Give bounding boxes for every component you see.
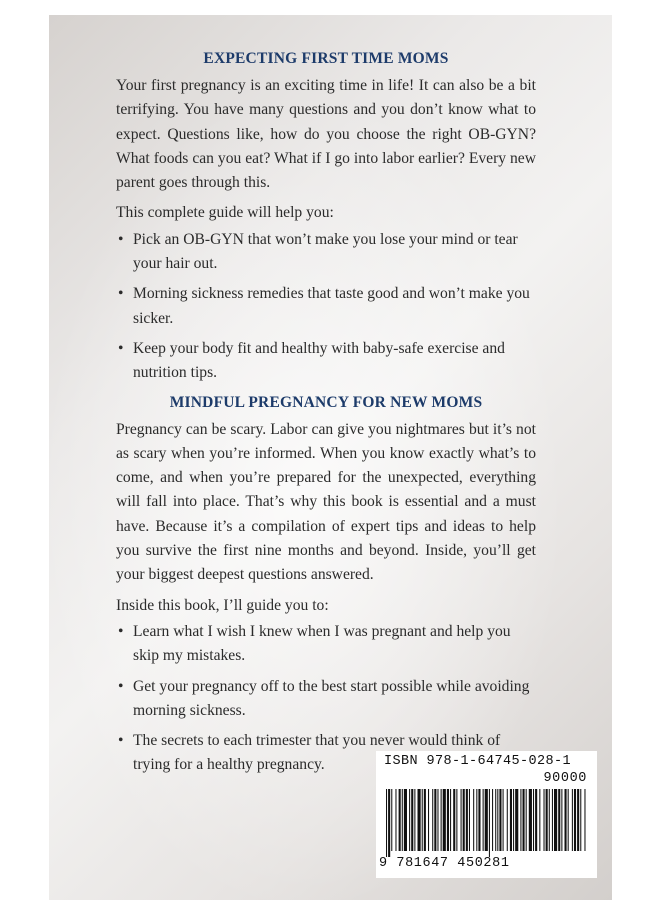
barcode-bar bbox=[424, 789, 426, 851]
barcode-bar bbox=[418, 789, 421, 851]
barcode-bar bbox=[561, 789, 562, 851]
barcode-bar bbox=[554, 789, 557, 851]
barcode-bar bbox=[507, 789, 508, 851]
bullet-glyph: • bbox=[118, 677, 124, 695]
barcode-bar bbox=[432, 789, 433, 851]
list-item: • Pick an OB-GYN that won’t make you lose your mind or tear your hair out. bbox=[116, 228, 536, 277]
isbn-barcode bbox=[376, 751, 597, 878]
barcode-bar bbox=[580, 789, 581, 851]
barcode-bar bbox=[463, 789, 465, 851]
barcode-bar bbox=[497, 789, 498, 851]
barcode-bar bbox=[495, 789, 496, 851]
barcode-bar bbox=[526, 789, 527, 851]
barcode-bar bbox=[395, 789, 396, 851]
section-title-expecting: EXPECTING FIRST TIME MOMS bbox=[203, 50, 449, 67]
barcode-bar bbox=[574, 789, 576, 851]
section-title-mindful: MINDFUL PREGNANCY FOR NEW MOMS bbox=[169, 393, 483, 411]
price-code: 90000 bbox=[543, 771, 587, 786]
barcode-bar bbox=[473, 789, 474, 851]
barcode-bar bbox=[386, 789, 387, 857]
barcode-bar bbox=[391, 789, 392, 851]
barcode-bar bbox=[577, 789, 579, 851]
barcode-bars bbox=[386, 789, 587, 857]
bullet-list-expecting bbox=[116, 228, 536, 386]
barcode-bar bbox=[437, 789, 438, 851]
section-intro-mindful: Pregnancy can be scary. Labor can give you nightmares but it’s not as scary when you’re informed. When you know exactly what’s to come, and when you’re prepared for the unexpected, everything will fall into place. That’s why this book is essential and a must have. Because it’s a compilation of expert tips and ideas to help you survive the first nine months and beyond. Inside, you’ll get your biggest deepest questions answered. bbox=[116, 420, 536, 584]
barcode-bar bbox=[515, 789, 518, 851]
barcode-bar bbox=[535, 789, 537, 851]
barcode-bar bbox=[529, 789, 532, 851]
barcode-bar bbox=[513, 789, 514, 851]
barcode-bar bbox=[492, 789, 493, 851]
barcode-bar bbox=[539, 789, 540, 851]
barcode-bar bbox=[489, 789, 490, 857]
book-back-cover bbox=[49, 15, 612, 900]
barcode-bar bbox=[549, 789, 550, 851]
bullet-glyph: • bbox=[118, 285, 124, 303]
barcode-digits: 9 781647 450281 bbox=[379, 856, 510, 871]
list-item: • Morning sickness remedies that taste good and won’t make you sicker. bbox=[116, 282, 536, 331]
barcode-bar bbox=[544, 789, 545, 851]
barcode-bar bbox=[572, 789, 573, 851]
barcode-bar bbox=[520, 789, 521, 851]
list-item: • The secrets to each trimester that you never would think of trying for a healthy pregnancy. bbox=[116, 729, 536, 778]
barcode-bar bbox=[469, 789, 470, 851]
list-item: • Learn what I wish I knew when I was pregnant and help you skip my mistakes. bbox=[116, 620, 536, 669]
barcode-bar bbox=[422, 789, 423, 851]
barcode-bar bbox=[441, 789, 442, 851]
barcode-bar bbox=[461, 789, 462, 851]
barcode-bar bbox=[565, 789, 567, 851]
barcode-bar bbox=[552, 789, 553, 851]
barcode-bar bbox=[476, 789, 477, 851]
barcode-bar bbox=[584, 789, 585, 851]
bullet-glyph: • bbox=[118, 732, 124, 750]
barcode-bar bbox=[499, 789, 501, 851]
barcode-bar bbox=[411, 789, 413, 851]
barcode-bar bbox=[414, 789, 415, 851]
barcode-bar bbox=[533, 789, 534, 851]
barcode-bar bbox=[456, 789, 457, 851]
barcode-bar bbox=[453, 789, 455, 851]
barcode-bar bbox=[450, 789, 451, 851]
barcode-bar bbox=[434, 789, 436, 851]
barcode-bar bbox=[409, 789, 410, 851]
barcode-bar bbox=[510, 789, 512, 851]
barcode-bar bbox=[503, 789, 504, 851]
barcode-bar bbox=[485, 789, 488, 851]
cover-text-block bbox=[116, 48, 536, 784]
barcode-bar bbox=[399, 789, 401, 851]
barcode-bar bbox=[483, 789, 484, 851]
list-item: • Keep your body fit and healthy with baby-safe exercise and nutrition tips. bbox=[116, 337, 536, 386]
bullet-glyph: • bbox=[118, 230, 124, 248]
section-intro-expecting: Your first pregnancy is an exciting time in life! It can also be a bit terrifying. You have many questions and you don’t know what to expect. Questions like, how do you choose the right OB-GYN? What foods can you eat? What if I go into labor earlier? Every new parent goes through this. bbox=[116, 77, 536, 192]
section-lead-mindful: Inside this book, I’ll guide you to: bbox=[116, 596, 329, 614]
isbn-label: ISBN 978-1-64745-028-1 bbox=[384, 754, 572, 769]
barcode-bar bbox=[466, 789, 468, 851]
section-lead-expecting: This complete guide will help you: bbox=[116, 204, 334, 222]
barcode-bar bbox=[443, 789, 446, 851]
barcode-bar bbox=[428, 789, 429, 851]
barcode-bar bbox=[568, 789, 569, 851]
barcode-bar bbox=[388, 789, 390, 857]
barcode-bar bbox=[546, 789, 548, 851]
bullet-glyph: • bbox=[118, 339, 124, 357]
barcode-bar bbox=[404, 789, 407, 851]
barcode-bar bbox=[478, 789, 480, 851]
barcode-bar bbox=[402, 789, 403, 851]
barcode-bar bbox=[447, 789, 449, 851]
barcode-bar bbox=[523, 789, 525, 851]
list-item: • Get your pregnancy off to the best start possible while avoiding morning sickness. bbox=[116, 675, 536, 724]
barcode-bar bbox=[558, 789, 560, 851]
bullet-glyph: • bbox=[118, 622, 124, 640]
